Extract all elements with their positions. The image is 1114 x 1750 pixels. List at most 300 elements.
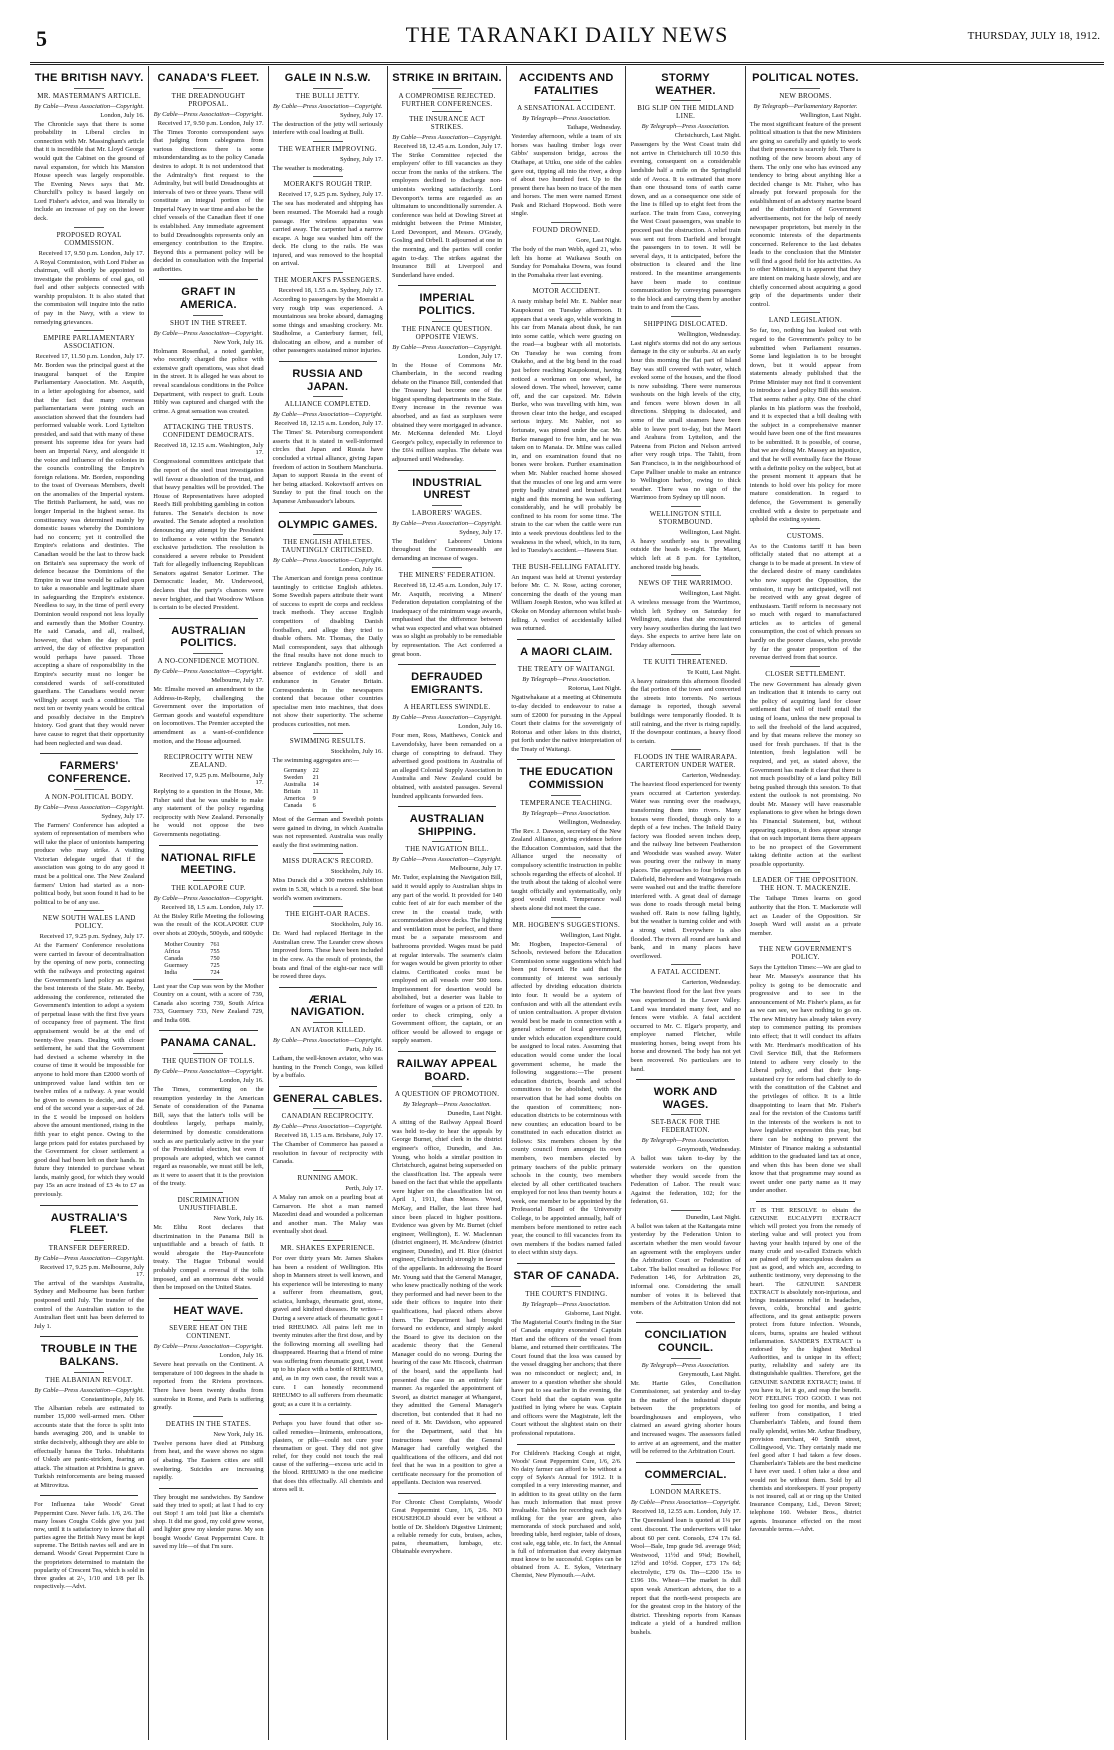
article-body: Mr. Elihu Root declares that discrimination in the Panama Bill is unjustifiable and a breach of faith. It would abrogate the Hay-Pauncefote treaty. The Hague Tribunal would probably compel a reversal if the tolls imposed, and an enormous debt would then be imposed on the United States. <box>153 1224 264 1292</box>
section-rule <box>279 512 377 513</box>
heading-underline <box>790 88 820 89</box>
article-body: Severe heat prevails on the Continent. A temperature of 100 degrees in the shade is reported from the Riviera provinces. There have been twenty deaths from sunstroke in Rome, and Paris is suffering greatly. <box>153 1361 264 1412</box>
heading-underline <box>313 396 343 397</box>
article-body: Four men, Ross, Matthews, Conick and Lavendofsky, have been remanded on a charge of conspiring to defraud. They advertised good positions in Australia of an alleged Colonial Supply Association in Australia and New Zealand could be obtained, with assisted passages. Several hundred applicants forwarded fees. <box>391 732 503 800</box>
article-subheading: AN AVIATOR KILLED. <box>290 1025 366 1034</box>
score-team: Mother Country <box>164 940 205 948</box>
article-body: For over thirty years Mr. James Shakes has been a resident of Wellington. His shop in Manners street is well known, and his experience will be interesting to many a sufferer from rheumatism, gout, sciatica, lumbago, rheumatic gout, stone, gravel and kindred diseases. He writes— During a severe attack of rheumatic gout I tried RHEUMO. All pains left me in twenty minutes after the first dose, and by the following morning all swelling had disappeared. Hearing that a friend of mine was suffering from rheumatic gout, I went up to his place with a bottle of RHEUMO, and, as in my own case, the result was a cure. I can honestly recommend RHEUMO to all sufferers from rheumatic gout; as a cure it is a certainty. <box>272 1254 383 1408</box>
article-body: At the Bisley Rifle Meeting the following was the result of the KOLAPORE CUP over shots at 200yds, 500yds, and 600yds: <box>153 912 264 938</box>
article-heading: INDUSTRIAL UNREST <box>412 476 482 502</box>
subsection-rule <box>313 176 343 177</box>
article-dateline: London, July 16. <box>458 723 503 731</box>
article-heading: AUSTRALIA'S FLEET. <box>50 1211 128 1237</box>
article-subheading: SHOT IN THE STREET. <box>170 318 247 327</box>
score-value: 22 <box>312 767 319 775</box>
column-1 <box>30 66 149 1740</box>
subsection-rule <box>671 1210 701 1211</box>
subsection-rule <box>313 1170 343 1171</box>
article-body: The Chronicle says that there is some probability in Liberal circles in connection with Mr. Massingham's article that it is incredible that Mr. Lloyd George would quit the Cabinet on the ground of naval expansion, for which his Mansion House speech was largely responsible. The Evening News says that Mr. Churchill's policy is based largely on Lord Fisher's advice, and was literally to include an increase of pay on the lower deck. <box>34 120 145 222</box>
score-row <box>161 955 222 962</box>
article-subheading: THE COURT'S FINDING. <box>525 1289 608 1298</box>
article-dateline: London, July 17. <box>458 352 503 360</box>
article-byline: By Cable—Press Association—Copyright. <box>34 803 144 811</box>
section-rule <box>398 806 496 807</box>
column-5 <box>507 66 626 1740</box>
heading-underline <box>74 1372 104 1373</box>
score-value: 21 <box>312 774 319 782</box>
article-subheading: A NON-POLITICAL BODY. <box>44 792 134 801</box>
heading-underline <box>193 1320 223 1321</box>
article-heading: A MAORI CLAIM. <box>520 645 613 658</box>
subsection-rule <box>74 330 104 331</box>
ad-rule <box>398 1493 496 1494</box>
ad-rule <box>517 1444 615 1445</box>
score-value: 11 <box>312 788 319 796</box>
subsection-rule <box>74 910 104 911</box>
subsection-rule <box>313 272 343 273</box>
score-team: Africa <box>164 947 181 955</box>
article-subheading: THE EIGHT-OAR RACES. <box>285 910 371 919</box>
newspaper-title: THE TARANAKI DAILY NEWS <box>405 22 729 47</box>
score-value: 9 <box>312 795 316 803</box>
article-byline: By Cable—Press Association—Copyright. <box>392 856 502 864</box>
article-dateline: Received 17, 9.50 p.m. London, July 17. <box>157 119 264 127</box>
article-body: Ngatiwhakaue at a meeting at Ohinemutu to-day decided to endeavour to raise a sum of £2000 for pursuing in the Appeal Court their claims for the sovereignty of Rotorua and other lakes in this district, put forth under the native interpretation of the Treaty of Waitangi. <box>511 694 622 753</box>
section-rule <box>40 753 138 754</box>
heading-underline <box>193 88 223 89</box>
column-7 <box>746 66 865 1740</box>
article-heading: COMMERCIAL. <box>644 1468 727 1481</box>
article-subheading: THE FINANCE QUESTION. OPPOSITE VIEWS. <box>401 324 493 341</box>
article-body: Mr. Hogben, Inspector-General of Schools, reviewed before the Education Commission some suggestions which had been put forward. He said that the community of interest was seriously affected by dividing education districts into four. It would be a system of confusion and with all the attendant evils of union centralisation. A proper division would best be made in connection with a general scheme of local government, under which education expenditure could be assigned to local rates. Assuming that education would come under the local government scheme, he made the following suggestions:—The present education districts, boards and school committees to be abolished, with the reservation that he had some doubts on the question of committees; non-education districts to be coterminous with new counties; an education board to be constituted in each education district as follows: Six members chosen by the county council from amongst its own members, two members elected by primary teachers of the public primary schools in the county, two members elected by all other certificated teachers employed for not less than twenty hours a week, one member to be appointed by the Professorial Board of the University College, to be appointed annually, half of members before mentioned to retire each year, the council to fill vacancies from its own members if the bodies named failed to elect within sixty days. <box>511 940 622 1257</box>
article-body: An inquest was held at Urenui yesterday before Mr. C. N. Rose, acting coroner, concerning the death of the young man William Joseph Reston, who was killed at Okoke on Monday afternoon whilst bush-felling. A verdict of accidentally killed was returned. <box>511 573 622 633</box>
section-rule <box>40 1205 138 1206</box>
heading-underline <box>432 505 462 506</box>
article-body: A ballot was taken at the Kaitangata mine yesterday by the Federation Union to ascertain whether the men would favour an agreement with the employers under the Arbitration Court or Federation of Labor. The ballot resulted as follows: For Federation 146, for Arbitration 26, informal one. Considering the small number of votes it is believed that members of the Arbitration Union did not vote. <box>630 1222 741 1316</box>
score-team: America <box>283 795 305 803</box>
article-body: The Rev. J. Dawson, secretary of the New Zealand Alliance, giving evidence before the Education Commission, said that the Alliance urged the necessity of compulsory scientific instruction in public schools regarding the effects of alcohol. If the truth about the taking of alcohol were taught officially and systematically, only good would result. Temperance wall sheets alone did not meet the case. <box>511 827 622 912</box>
article-byline: By Telegraph—Press Association. <box>403 1101 492 1109</box>
article-dateline: Stockholm, July 16. <box>330 868 383 876</box>
article-dateline: Received 18, 12.15 a.m. Washington, July 17. <box>154 442 264 457</box>
heading-underline <box>313 88 343 89</box>
advertisement: Perhaps you have found that other so-called remedies—liniments, embrocations, plasters, or pills—could not cure your rheumatism or gout. They did not give relief, for they could not touch the real cause of the suffering—excess uric acid in the blood. RHEUMO is the one medicine that does this effectually. All chemists and stores sell it. <box>272 1420 383 1493</box>
score-team: Canada <box>283 802 303 810</box>
article-subheading: WELLINGTON STILL STORMBOUND. <box>649 509 722 526</box>
subsection-rule <box>671 506 701 507</box>
article-body: Passengers by the West Coast train did not arrive in Christchurch till 10.50 this evening, consequent on a considerable landslide half a mile on the Springfield side of Avoca. It is estimated that more than one thousand tons of earth came down, and as a consequence one side of the line is filled up to eight feet from the surface. The train from Cass, conveying the West Coast passengers, was unable to proceed past the obstruction. A relief train was sent out from Darfield and brought the passengers in to town. It will be several days, it is anticipated, before the obstruction is cleared and the line restored. In the meantime arrangements have been made to continue communication by conveying passengers to the block and carrying them by another train to and from the Cass. <box>630 141 741 312</box>
subsection-rule <box>671 749 701 750</box>
article-dateline: Received 17, 9.50 p.m. London, July 17. <box>38 249 145 257</box>
article-dateline: Received 18, 1.5 a.m. London, July 17. <box>161 903 264 911</box>
score-value: 750 <box>210 954 220 962</box>
article-subheading: A FATAL ACCIDENT. <box>650 968 721 977</box>
article-subheading: THE INSURANCE ACT STRIKES. <box>409 114 485 131</box>
article-body: Holmann Rosenthal, a noted gambler, who recently charged the police with extensive graft operations, was shot dead in the street. It is alleged he was about to reveal scandalous conditions in the Police Department, with respect to graft. Louis Hibly was captured and charged with the crime. A great sensation was created. <box>153 347 264 415</box>
article-dateline: Gisborne, Last Night. <box>565 1309 622 1317</box>
article-body: Congressional committees anticipate that the report of the steel trust investigation will favour a dissolution of the trust, and that heavy penalties will be provided. The House of Representatives have adopted Reed's Bill prohibiting gambling in cotton futures. The Senate's decision is now awaited. The Senate adopted a resolution denouncing any attempt by the President to influence a vote within the Senate's exclusive jurisdiction. The resolution is considered a severe rebuke to President Taft for allegedly influencing Republican Senators against Senator Lorimer. The Democratic leader, Mr. Underwood, declares that the party's chances were never brighter, and that Woodrow Wilson is certain to be elected President. <box>153 458 264 612</box>
article-dateline: Received 17, 9.25 p.m. Sydney, July 17. <box>278 191 383 199</box>
heading-underline <box>313 1108 343 1109</box>
article-body: The American and foreign press continue tauntingly to criticise English athletes. Some Swedish papers attribute their want of success to esprit de corps and reckless track methods. They accuse English competitors of disabling Danish footballers, and allege they tried to disable others. Mr. Thomas, the Daily Mail correspondent, says that although the final results have not done much to retrieve England's position, there is an absence of evidence of skill and endurance in Greater Britain. Correspondents in the newspapers contend that because other countries specialise men into machines, that does not show their superiority. The scheme produces curiosities, not men. <box>272 575 383 728</box>
subsection-rule <box>790 528 820 529</box>
article-body: Replying to a question in the House, Mr. Fisher said that he was unable to make any statement of the policy regarding reciprocity with New Zealand. Personally he would not oppose the two Governments negotiating. <box>153 788 264 838</box>
article-subheading: THE MINERS' FEDERATION. <box>398 570 496 579</box>
article-body: A nasty mishap befel Mr. E. Nabler near Kaupokonui on Tuesday afternoon. It appears that a week ago, while working in his car from Manaia about dusk, he ran into some cattle, which were grazing on the road—a bugbear with all motorists. On Tuesday he was coming from Otakeho, and at the big bend in the road just before reaching Kaupokonui, having noticed a workman on one wheel, he slowed down. The wheel, however, came off, and the car capsized. Mr. Edwin Burke, who was travelling with him, was thrown clear into the hedge, and escaped serious injury. Mr. Nabler, not so fortunate, was pinned under the car. Mr. Burke managed to free him, and he was taken on to Manaia. Dr. Milne was called in, and on examination found that no bones were broken. Further examination when Mr. Nabler reached home showed that the muscles of one leg and arm were pretty badly strained and bruised. Last night and this morning he was suffering considerably, and he will probably be confined to his room for some time. The strain to the car when the cattle were run into a week previous doubtless led to the weakness in the wheel, which, in its turn, led to Tuesday's accident.—Hawera Star. <box>511 298 622 555</box>
article-heading: GALE IN N.S.W. <box>284 72 371 84</box>
heading-underline <box>551 795 581 796</box>
article-heading: TROUBLE IN THE BALKANS. <box>40 1343 138 1369</box>
advertisement: For Chronic Chest Complaints, Woods' Great Peppermint Cure, 1/6, 2/6. NO HOUSEHOLD should ever be without a bottle of Dr. Sheldon's Digestive Liniment; a reliable remedy for cuts, bruises, aches, pains, rheumatism, lumbago, etc. Obtainable everywhere. <box>391 1499 503 1556</box>
article-subheading: RECIPROCITY WITH NEW ZEALAND. <box>163 753 254 770</box>
article-subheading: MR. SHAKES EXPERIENCE. <box>280 1243 375 1252</box>
article-subheading: THE NEW GOVERNMENT'S POLICY. <box>758 945 852 962</box>
article-dateline: Received 17, 9.25 p.m. Sydney, July 17. <box>39 933 145 941</box>
article-dateline: Received 17, 11.50 p.m. London, July 17. <box>35 353 145 361</box>
subsection-rule <box>551 222 581 223</box>
article-dateline: Wellington, Last Night. <box>679 528 741 536</box>
score-row <box>161 941 222 948</box>
article-subheading: DISCRIMINATION UNJUSTIFIABLE. <box>177 1196 240 1213</box>
subsection-rule <box>313 906 343 907</box>
article-heading: GENERAL CABLES. <box>273 1092 383 1105</box>
article-body: A heavy southerly sea is prevailing outside the heads to-night. The Maori, which left at 8 p.m. for Lyttelton, anchored inside big heads. <box>630 537 741 571</box>
article-byline: By Cable—Press Association—Copyright. <box>272 102 383 110</box>
article-body: A wireless message from the Warrimoo, which left Sydney on Saturday for Wellington, states that she encountered very heavy southerlies during the last two days. She expects to arrive here late on Friday afternoon. <box>630 599 741 650</box>
article-byline: By Cable—Press Association—Copyright. <box>34 1386 144 1394</box>
heading-underline <box>671 100 701 101</box>
heading-underline <box>551 661 581 662</box>
article-byline: By Telegraph—Press Association. <box>641 123 730 131</box>
article-body: The Strike Committee rejected the employers' offer to fill vacancies as they occur from the ranks of the strikers. The employers declined to discharge non-unionists working satisfactorily. Lord Devonport's terms are regarded as an ultimatum to unconditionally surrender. A conference was held at Dowling Street at midnight between the Prime Minister, Lord Devonport, and Messrs. O'Grady, Gosling and Orbell. It adjourned at one in the morning, and the parties will confer again to-day. The strikes against the Insurance Bill at Liverpool and Sunderland have ended. <box>391 151 503 279</box>
article-body: Mr. Borden was the principal guest at the inaugural banquet of the Empire Parliamentary Association. Mr. Asquith, in a letter apologising for absence, said that the fact that many overseas parliamentarians were joining such an association showed that the founders had performed valuable work. Lord Lyttelton presided, and said that with many of these present his supreme idea for years had been an Imperial Navy, and alongside it the voice and influence of the colonies in the councils controlling the Empire's foreign relations. Mr. Borden, responding to the toast of Overseas Members, dwelt on the anomalies of the Imperial system. The British Parliament, he said, was no longer Imperial in the highest sense. Its constituency was determined mainly by domestic issues whereby the Dominions had no concern; yet it controlled the Empire's relations and destinies. The Canadian would be the last to throw back on Britain's sea supremacy the work of defence because the Dominions of the Empire in war time would be called upon to take a reasonable and legitimate share in safeguarding the Empire's existence. Needless to say, in the time of peril every Dominion would respond not less loyally and earnestly than the Mother Country. He said Canada, and all, realised, however, that when the day of peril arrived, the day of effective preparation would perhaps have passed. Those accepting a share of responsibility in the Empire's security must no longer be considered wards of self-constituted guardians. The Canadians would never willingly accept such a condition. The next ten or twenty years would be critical and possibly decisive in the Empire's history. God grant that they would never have cause to regret that their opportunity had been neglected and was dead. <box>34 362 145 747</box>
article-byline: By Telegraph—Press Association. <box>522 676 611 684</box>
subsection-rule <box>790 312 820 313</box>
article-byline: By Telegraph—Press Association. <box>522 809 611 817</box>
score-row <box>161 969 222 976</box>
section-rule <box>279 1086 377 1087</box>
article-dateline: Sydney, July 17. <box>459 528 503 536</box>
score-team: Germany <box>283 767 307 775</box>
article-subheading: MOTOR ACCIDENT. <box>532 287 601 296</box>
score-team: Sweden <box>283 774 304 782</box>
article-subheading: A COMPROMISE REJECTED. FURTHER CONFERENCES. <box>398 91 496 108</box>
article-subheading: MR. HOGBEN'S SUGGESTIONS. <box>512 920 621 929</box>
article-heading: WORK AND WAGES. <box>653 1086 718 1111</box>
article-byline: By Cable—Press Association—Copyright. <box>153 1068 264 1076</box>
article-subheading: TE KUITI THREATENED. <box>643 657 728 666</box>
score-row <box>281 774 322 781</box>
article-heading: AUSTRALIAN POLITICS. <box>171 624 246 650</box>
article-dateline: London, July 16. <box>338 566 383 574</box>
subsection-rule <box>313 853 343 854</box>
article-byline: By Cable—Press Association—Copyright. <box>392 133 502 141</box>
article-dateline: Dunedin, Last Night. <box>685 1213 741 1221</box>
section-rule <box>517 759 615 760</box>
article-subheading: SET-BACK FOR THE FEDERATION. <box>651 1118 721 1135</box>
article-subheading: THE BULLI JETTY. <box>295 91 360 100</box>
subsection-rule <box>313 1240 343 1241</box>
article-heading: THE BRITISH NAVY. <box>34 72 144 84</box>
heading-underline <box>551 1286 581 1287</box>
article-body: The Times, commenting on the resumption yesterday in the American Senate of consideration of the Panama Bill, says that the latter's tolls will be doubtless largely, perhaps mainly, determined by domestic considerations such as are particularly active in the year of the Presidential election, but even if proposals are adopted, which we cannot regard as reasonable, we must still be left, as it were to assert that it is the provision of the treaty. <box>153 1086 264 1188</box>
score-team: Australia <box>283 781 307 789</box>
article-subheading: MR. MASTERMAN'S ARTICLE. <box>37 91 142 100</box>
article-heading: STRIKE IN BRITAIN. <box>392 72 502 84</box>
article-subheading: A SENSATIONAL ACCIDENT. <box>517 104 616 113</box>
article-dateline: Received 17, 9.25 p.m. Melbourne, July 17. <box>39 1263 145 1278</box>
article-body: Mr. Tudor, explaining the Navigation Bill, said it would apply to Australian ships in any part of the world. It provided for 140 cubic feet of air for each member of the crew in the coastal trade, with accommodation above decks. The lighting and ventilation must be perfect, and there must be a separate messroom and bathrooms provided. Wages must be paid at regular intervals. The seamen's claim for wages would be given priority to other claims. Certificated cooks must be employed on all vessels over 500 tons. Imprisonment for desertion would be abolished, but a deserter was liable to forfeiture of wages or a prison of £20. In order to check crimping, only a Government officer, the captain, or an officer would be allowed to engage or supply seamen. <box>391 874 503 1045</box>
kolapore-score-table <box>161 941 222 976</box>
article-body: The Queensland loan is quoted at 1¼ per cent. discount. The underwriters will take about 60 per cent. Consols, £74 17s 6d. Wool—Bale, Imp grade 9d. average 9¼d; Westwood, 11½d and 9⅝d; Bowhell, 12½d and 10½d. Copper, £73 17s 6d; electrolytic, £79 0s. Tin—£200 15s to £196 10s. Wheat—The market is dull upon weak American advices, due to a report that the north-west prospects are for the greatest crop in the history of the district. Threshing reports from Kansas indicate a yield of a hundred million bushels. <box>630 1517 741 1636</box>
article-subheading: CANADIAN RECIPROCITY. <box>281 1112 374 1121</box>
heading-underline <box>671 1358 701 1359</box>
article-body: The heaviest flood for the last five years was experienced in the Lower Valley. Land was inundated many feet, and no fences were visible. A fatal accident occurred to Mr. C. Elgar's property, and employee named Fletcher, while mustering horses, being swept from his horse and drowned. The body has not yet been recovered. No particulars are to hand. <box>630 988 741 1073</box>
article-dateline: Carterton, Wednesday. <box>682 772 741 780</box>
score-team: India <box>164 968 178 976</box>
article-heading: STORMY WEATHER. <box>655 72 716 97</box>
section-rule <box>159 1030 257 1031</box>
article-body: Says the Lyttelton Times:—We are glad to hear Mr. Massey's assurance that his policy is going to be democratic and progressive and to see in the announcement of Mr. Fisher's plans, as far as we can see, we have nothing to go on. The new Ministry has already taken every step to commence putting its promises into effect; that it will conduct its affairs with Mr. Herdman's modification of his Civil Service Bill, that the Reformers intend to adhere very closely to the Liberal policy, and that their long-sustained cry for reform had chiefly to do with the constitution of the Cabinet and the privileges of office. It is a little disappointing to learn that Mr. Fisher's zeal for the revision of the Customs tariff in the interests of the workers is not to have legislative expression this year, but there can be nothing to prevent the Minister of Finance making a substantial addition to the graduated land tax at once, and when this has been done we shall know that that programme may sound as sweet under one party name as it may under another. <box>749 964 862 1195</box>
article-dateline: New York, July 16. <box>213 1215 264 1223</box>
score-team: Canada <box>164 954 183 962</box>
article-byline: By Cable—Press Association—Copyright. <box>153 329 264 337</box>
article-body: At the Farmers' Conference resolutions were carried in favour of decentralisation by the opening of new ports, connecting with the railways and protecting against the Government's land policy as against the best interests of the State. Mr. Beeby, addressing the conference, reiterated the Government's intention to adopt a system of perpetual lease with the first five years of occupancy free of payment. The first appraisement would be at the end of twenty-five years. Dealing with closer settlement, he said that the Government had devised a scheme whereby in the course of time it would be impossible for anyone to hold more than £2000 worth of unimproved value land within ten or twelve miles of a railway. A year would be given to owners to decide, and at the end of the second year a super-tax of 2d. in the £ would be imposed on holders above the amount mentioned, rising in the fifth year to eight pence. Owing to the large prices paid for estates purchased by the Government for closer settlement a good deal had been left on their hands. In future they intended to purchase wheat lands, mainly good, for which they would pay 15s an acre instead of £3 4s to £7 as previously. <box>34 942 145 1199</box>
article-body: A sitting of the Railway Appeal Board was held to-day to hear the appeals by George Burnet, chief clerk in the district engineer's office, Dunedin, and Jas. Young, who holds a similar position in Christchurch, against being superseded on the classification list. The appeals were based on the fact that while the appellants were higher on the classification list on April 1, 1911, than Messrs. Wood, McKay, and Haller, the last three had since been placed in higher positions. Evidence was given by Mr. Burnet (chief engineer, Wellington), E. W. Maclennan (district engineer), H. McAndrew (district engineer, Dunedin), and H. Rice (district engineer, Christchurch) strongly in favour of the appellants. In addressing the Board Mr. Young said that the General Manager, who knew practically nothing of the work they performed and had never been to the side their offices to inquire into their qualifications, had placed others above them. The Department had brought forward no evidence, and simply asked the Board to give its decision on the academic theory that the General Manager could do no wrong. During the hearing of the case Mr. Hiscock, chairman of the board, said the appellants had presented the case in an entirely fair manner. As regarded the appointment of Sword, as district manager at Whangarei, they admitted the General Manager's discretion, but contended that it had no need of it. Mr. Davidson, who appeared for the Department, said that his instructions were that the General Manager had carefully weighed the qualifications of the officers, and did not feel that he was in a position to give a certificate necessary for the promotion of appellants. Decision was reserved. <box>391 1119 503 1487</box>
article-subheading: LEADER OF THE OPPOSITION. THE HON. T. MACKENZIE. <box>752 876 859 893</box>
article-body: A heavy rainstorm this afternoon flooded the flat portion of the town and converted the streets into torrents. No serious damage is reported, though several buildings were temporarily flooded. It is still raining, and the river is rising rapidly. If the downpour continues, a heavy flood is certain. <box>630 677 741 745</box>
ad-rule <box>159 1488 257 1489</box>
article-dateline: Constantinople, July 16. <box>81 1395 145 1403</box>
heading-underline <box>74 88 104 89</box>
section-rule <box>398 1051 496 1052</box>
article-body: Mr. Elmslie moved an amendment to the Address-in-Reply, challenging the Government over the importation of German goods and wasteful expenditure on locomotives. The Premier accepted the amendment as a want-of-confidence motion, and the House adjourned. <box>153 686 264 745</box>
heading-underline <box>432 699 462 700</box>
article-body: So far, too, nothing has leaked out with regard to the Government's policy to be submitted when Parliament resumes. Some land legislation is to be brought down, but it would appear from statements already published that the Prime Minister may not find it convenient to introduce a land policy Bill this session. That seems rather a pity. One of the chief planks in his platform was the freehold, and it is expected that a bill dealing with the subject in a comprehensive manner would have been one of the first measures to be submitted. It is possible, of course, that we are doing Mr. Massey an injustice, and that he will eventually face the House with a definite policy on the subject, but at the present moment it appears that he intends to hold over his policy for more mature consideration. In regard to defence, the Government is generally credited with a desire to perpetuate and uphold the existing system. <box>749 327 862 524</box>
article-dateline: Received 18, 12.15 a.m. London, July 17. <box>274 420 383 428</box>
article-dateline: Wellington, Wednesday. <box>677 330 741 338</box>
article-body: The Farmers' Conference has adopted a system of representation of members who will take the place of unionists hampering produce who may strike. A visiting Victorian delegate urged that if the association was going to do any good it must be a political one. The New Zealand farmers' Union had started as a non-political body, but soon found it had to be political to be of any use. <box>34 821 145 906</box>
ad-rule <box>279 1414 377 1415</box>
subsection-rule <box>193 1192 223 1193</box>
article-dateline: Received 17, 9.25 p.m. Melbourne, July 17. <box>159 772 264 787</box>
article-subheading: THE QUESTION OF TOLLS. <box>162 1057 255 1066</box>
article-body: The swimming aggregates are:— <box>272 756 360 764</box>
score-value: 14 <box>312 781 319 789</box>
article-dateline: Greymouth, Wednesday. <box>677 1146 741 1154</box>
subsection-rule <box>671 964 701 965</box>
article-dateline: Received 18, 1.15 a.m. Brisbane, July 17. <box>274 1132 383 1140</box>
score-row <box>161 948 222 955</box>
subsection-rule <box>671 575 701 576</box>
article-byline: By Cable—Press Association—Copyright. <box>272 1036 383 1044</box>
article-body: Mr. Hartie Giles, Conciliation Commissioner, sat yesterday and to-day in the matter of the industrial dispute between the proprietors of boardinghouses and employees, who claimed an award giving shorter hours and increased wages. The assessors failed to arrive at an agreement, and the matter will be referred to the Arbitration Court. <box>630 1379 741 1456</box>
column-6 <box>626 66 745 1740</box>
article-body: The Times Toronto correspondent says that judging from cablegrams from various directions there is some misunderstanding as to the policy Canada desires to adopt. It is not understood that the Admiralty's first request to the Admiralty, but will build Dreadnoughts at intervals of two or three years. These will constitute an integral portion of the Imperial Navy in war time and also be the chief vessels of the Canadian fleet if one is established. Any immediate agreement to build Dreadnoughts represents only an emergency contribution to the Empire. Beyond this a permanent policy will be decided in consultation with the Imperial authorities. <box>153 128 264 273</box>
heading-underline <box>193 315 223 316</box>
article-byline: By Cable—Press Association—Copyright. <box>153 110 264 118</box>
article-subheading: MISS DURACK'S RECORD. <box>282 857 374 866</box>
article-byline: By Telegraph—Press Association. <box>522 1300 611 1308</box>
article-dateline: Sydney, July 17. <box>101 812 145 820</box>
columns-container <box>30 66 1104 1740</box>
article-subheading: BIG SLIP ON THE MIDLAND LINE. <box>637 104 734 121</box>
article-subheading: THE KOLAPORE CUP. <box>171 883 246 892</box>
article-body: In the House of Commons Mr. Chamberlain, in the second reading debate on the Finance Bill, contended that the Treasury had become one of the biggest spending departments in the State. Every increase in the revenue was absorbed, and as fast as surpluses were obtained they were mortgaged in advance. Mr. McKenna defended Mr. Lloyd George's policy, especially in reference to the £6¼ million surplus. The debate was adjourned until Wednesday. <box>391 361 503 463</box>
article-heading: ACCIDENTS AND FATALITIES <box>519 72 614 97</box>
issue-date: THURSDAY, JULY 18, 1912. <box>967 30 1100 42</box>
column-2 <box>149 66 268 1740</box>
article-dateline: London, July 16. <box>219 1077 264 1085</box>
article-body: Miss Durack did a 300 metres exhibition swim in 5.38, which is a record. She beat world's women swimmers. <box>272 877 383 902</box>
article-heading: CANADA'S FLEET. <box>157 72 260 84</box>
article-subheading: NEWS OF THE WARRIMOO. <box>638 579 733 588</box>
article-subheading: TEMPERANCE TEACHING. <box>520 798 613 807</box>
article-heading: NATIONAL RIFLE MEETING. <box>161 851 256 877</box>
article-body: Last night's storms did not do any serious damage in the city or suburbs. At an early hour this morning the flat part of Island Bay was still covered with water, which evoked some of the houses, and the flood is now subsiding. There were numerous washouts on the high levels of the city, and fences were blown down in all directions. Shipping is dislocated, and some of the small steamers have been able to leave port to-day, but the Maori and Arahura from Lyttelton, and the Pateena from Picton and Nelson arrived after very rough trips. The Tahiti, from San Francisco, is in the neighbourhood of Cape Palliser unable to make an entrance to Wellington harbor, owing to thick weather. There was no sign of the Warrimoo from Sydney up till noon. <box>630 339 741 502</box>
article-body: Last year the Cup was won by the Mother Country on a count, with a score of 739, Canada also scoring 739, South Africa 733, Guernsey 733, New Zealand 729, and India 698. <box>153 982 264 1024</box>
article-heading: ÆRIAL NAVIGATION. <box>290 993 365 1019</box>
score-row <box>281 802 322 809</box>
heading-underline <box>671 1484 701 1485</box>
section-rule <box>159 618 257 619</box>
subsection-rule <box>74 227 104 228</box>
article-subheading: FOUND DROWNED. <box>532 226 601 235</box>
article-body: The weather is moderating. <box>272 164 344 172</box>
article-dateline: New York, July 16. <box>213 1430 264 1438</box>
subsection-rule <box>790 666 820 667</box>
article-body: The Albanian rebels are estimated to number 15,000 well-armed men. Other accounts state that the force is split into bands averaging 200, and is unable to strike decisively, although they are able to effectually harass the Turks. Inhabitants of Uskub are panic-stricken, fearing an attack. The situation at Prishtina is grave. Turkish reinforcements are being massed at Mitrovitza. <box>34 1404 145 1489</box>
article-byline: By Cable—Press Association—Copyright. <box>272 557 383 565</box>
score-row <box>281 795 322 802</box>
article-subheading: CUSTOMS. <box>786 531 824 540</box>
article-dateline: London, July 16. <box>100 111 145 119</box>
article-dateline: Received 18, 12.45 a.m. London, July 17. <box>393 142 503 150</box>
score-team: Britain <box>283 788 301 796</box>
heading-underline <box>671 1114 701 1115</box>
subsection-rule <box>193 749 223 750</box>
article-body: A Malay ran amok on a pearling boat at Carnarvon. He shot a man named Mazedini dead and wounded a policeman and another man. The Malay was eventually shot dead. <box>272 1194 383 1236</box>
heading-underline <box>193 653 223 654</box>
subsection-rule <box>432 111 462 112</box>
subsection-rule <box>671 316 701 317</box>
article-heading: IMPERIAL POLITICS. <box>418 292 476 317</box>
article-subheading: SHIPPING DISLOCATED. <box>643 319 728 328</box>
article-body: The Builders' Laborers' Unions throughout the Commonwealth are demanding an increase of wages. <box>391 537 503 562</box>
article-dateline: Received 18, 12.45 a.m. London, July 17. <box>393 581 503 589</box>
subsection-rule <box>790 941 820 942</box>
subsection-rule <box>551 559 581 560</box>
subsection-rule <box>790 872 820 873</box>
advertisement: IT IS THE RESOLVE to obtain the GENUINE EUCALYPTI EXTRACT which will protect you from the remedy of sterling value and will protect you from having your health injured by one of the many crude and so-called Extracts which are palmed off by unscrupulous dealers as just as good, and which are, according to authentic testimony, very depressing to the heart. The GENUINE SANDER EXTRACT is absolutely non-injurious, and brings instantaneous relief in headaches, fevers, colds, bronchial and gastric affections, and its great antiseptic powers protect from future infection. Wounds, ulcers, burns, sprains are healed without inflammation. SANDER'S EXTRACT is endorsed by the highest Medical Authorities, and is unique in its effect; purity, reliability and safety are its distinguishable qualities. Therefore, get the GENUINE SANDER EXTRACT; insist. If you have to, let it go, and reap the benefit. NOT FEELING TOO GOOD. I was not feeling too good for months, and being a sufferer from constipation, I tried Chamberlain's Tablets, and found them really splendid, writes Mr. Arthur Bradbury, provision merchant, 40 Smith street, Collingwood, Vic. They certainly made me feel good after I had taken a few doses. Chamberlain's Tablets are the best medicine I have ever used. I often take a dose and would not be without them. Sold by all chemists and storekeepers. If your property is not insured, call at or ring up the United Insurance Company, Ltd., Devon Street; telephone 160. Webster Bros., district agents. Insurance effected on the most favourable terms.—Advt. <box>749 1206 862 1533</box>
section-rule <box>636 1322 734 1323</box>
article-dateline: Greymouth, Last Night. <box>678 1370 741 1378</box>
article-byline: By Cable—Press Association—Copyright. <box>392 714 502 722</box>
article-body: The Magisterial Court's finding in the Star of Canada enquiry exonerated Captain Hart and the officers of the vessel from blame, and returned their certificates. The Court found that the loss was caused by the vessel dragging her anchors; that there was no misconduct or neglect; and, in answer to a question whether she should have put to sea earlier in the evening, the Court held that the captain was quite justified in lying where he was. Captain and officers were the Magistrate, left the Court without the slightest stain on their professional reputations. <box>511 1318 622 1438</box>
article-subheading: MOERAKI'S ROUGH TRIP. <box>283 180 372 189</box>
score-team: Guernsey <box>164 961 189 969</box>
article-subheading: DEATHS IN THE STATES. <box>165 1419 252 1428</box>
score-value: 761 <box>210 940 220 948</box>
article-subheading: TRANSFER DEFERRED. <box>48 1243 130 1252</box>
heading-underline <box>432 841 462 842</box>
subsection-rule <box>551 917 581 918</box>
ad-rule <box>40 1495 138 1496</box>
article-heading: OLYMPIC GAMES. <box>277 518 378 531</box>
article-body: The most significant feature of the present political situation is that the new Ministers are going so carefully and quietly to work that their presence is scarcely felt. There is nothing of the new broom about any of them. The only one who has evinced any tendency to bring about anything like a decided change is Mr. Fisher, who has already put forward proposals for the establishment of an advisory marine board and the distribution of Government advertisements, not for the help of needy newspaper proprietors, but merely in the economic interests of the departments concerned. Reference to the last debates leads to the conclusion that the Minister will find a good field for his activities. As to other Ministers, it is apparent that they are intent on making haste slowly, and are chiefly concerned about acquiring a good grip of the departments under their control. <box>749 120 862 308</box>
article-byline: By Cable—Press Association—Copyright. <box>272 411 383 419</box>
article-subheading: THE ALBANIAN REVOLT. <box>45 1375 133 1384</box>
article-subheading: ATTACKING THE TRUSTS. CONFIDENT DEMOCRATS. <box>162 423 255 440</box>
article-subheading: RUNNING AMOK. <box>297 1174 359 1183</box>
article-byline: By Cable—Press Association—Copyright. <box>34 102 144 110</box>
article-body: As to the Customs tariff it has been officially stated that no attempt at a change is to be made at present. In view of the declared desire of many candidates who now support the Opposition, the omission, it may be anticipated, will not be received with any great degree of enthusiasm. Tariff reform is necessary not so much with regard to manufactured articles as to articles of general consumption, the cost of which presses so hardly on the poorer classes, who provide by far the greater proportion of the revenue derived from that source. <box>749 542 862 662</box>
article-subheading: THE BUSH-FELLING FATALITY. <box>512 562 621 571</box>
article-subheading: CLOSER SETTLEMENT. <box>765 669 846 678</box>
subsection-rule <box>432 567 462 568</box>
heading-underline <box>193 1053 223 1054</box>
subsection-rule <box>671 654 701 655</box>
article-subheading: LAND LEGISLATION. <box>768 316 842 325</box>
article-body: A Royal Commission, with Lord Fisher as chairman, will shortly be appointed to investigate the problems of coal gas, oil fuel and other subjects connected with warship propulsion. It is also stated that the commission will inquire into the ratio of pay in the Navy, with a view to remedying grievances. <box>34 258 145 326</box>
heading-underline <box>193 880 223 881</box>
article-dateline: London, July 16. <box>219 1352 264 1360</box>
article-subheading: ALLIANCE COMPLETED. <box>284 400 371 409</box>
article-body: The sea has moderated and shipping has been resumed. The Moeraki had a rough passage. Her wireless apparatus was carried away. The carpenter had a narrow escape. A huge sea washed him off the deck. He clung to the rails. He was injured, and was removed to the hospital on arrival. <box>272 200 383 268</box>
section-rule <box>279 361 377 362</box>
advertisement: For Children's Hacking Cough at night, Woods' Great Peppermint Cure, 1/6, 2/6. No dairy farmer can afford to be without a copy of Sykes's Annual for 1912. It is compiled in a very interesting manner, and in addition to its great utility on the farm has much information that must prove invaluable. Tables for recording each day's milking for the year are given, also memoranda of stock purchased and sold, breeding table, herd register, table of doses, cost sale, egg table, etc. In fact, the Annual is full of information that every dairyman must know to be successful. Copies can be obtained from A. E. Sykes, Veterinary Chemist, New Plymouth.—Advt. <box>511 1449 622 1580</box>
article-dateline: Received 18, 1.55 a.m. Sydney, July 17. <box>278 287 383 294</box>
article-dateline: Stockholm, July 16. <box>330 921 383 929</box>
section-rule <box>279 987 377 988</box>
article-subheading: THE NAVIGATION BILL. <box>405 845 489 854</box>
article-heading: HEAT WAVE. <box>173 1304 244 1317</box>
heading-underline <box>432 88 462 89</box>
article-byline: By Cable—Press Association—Copyright. <box>153 1343 264 1351</box>
article-heading: STAR OF CANADA. <box>513 1269 620 1282</box>
article-byline: By Cable—Press Association—Copyright. <box>153 894 264 902</box>
subsection-rule <box>313 141 343 142</box>
section-rule <box>159 845 257 846</box>
article-body: Most of the German and Swedish points were gained in diving, in which Australia was not represented. Australia was really easily the first swimming nation. <box>272 816 383 849</box>
article-heading: DEFRAUDED EMIGRANTS. <box>411 671 484 696</box>
advertisement: They brought me sandwiches. By Sandow said they tried to spoil; at last I had to cry out Stop! I am told just like a chemist's shop. It did me good, my cold grew worse, and lighter grew my slender purse. My son bought Woods' Great Peppermint Cure. It saved my life—of that I'm sure. <box>153 1493 264 1550</box>
article-subheading: EMPIRE PARLIAMENTARY ASSOCIATION. <box>43 334 136 351</box>
article-byline: By Cable—Press Association—Copyright. <box>392 519 502 527</box>
section-rule <box>517 1263 615 1264</box>
article-subheading: SWIMMING RESULTS. <box>289 736 366 745</box>
heading-underline <box>74 1240 104 1241</box>
article-byline: By Telegraph—Press Association. <box>522 115 611 123</box>
score-value: 6 <box>312 802 316 810</box>
article-dateline: Wellington, Last Night. <box>679 590 741 598</box>
article-body: Twelve persons have died at Pittsburg from heat, and the wave shows no signs of abating. The Eastern cities are still sweltering. Suicides are increasing rapidly. <box>153 1439 264 1482</box>
article-subheading: THE MOERAKI'S PASSENGERS. <box>273 276 382 284</box>
article-subheading: PROPOSED ROYAL COMMISSION. <box>56 230 122 247</box>
article-dateline: Rotorua, Last Night. <box>568 685 622 693</box>
article-subheading: THE WEATHER IMPROVING. <box>278 144 377 153</box>
score-row <box>281 767 322 774</box>
subsection-rule <box>313 812 343 813</box>
article-body: According to passengers by the Moeraki a very rough trip was experienced. A mountainous sea broke aboard, damaging some things and smashing crockery. Mr. Studholme, a Canterbury farmer, fell, dislocating an elbow, and a number of other passengers sustained minor injuries. <box>272 296 383 355</box>
score-value: 724 <box>210 968 220 976</box>
swimming-score-table <box>281 767 322 809</box>
article-dateline: Perth, July 17. <box>345 1185 383 1193</box>
article-dateline: Te Kuiti, Last Night. <box>686 668 741 676</box>
article-subheading: THE ENGLISH ATHLETES. TAUNTINGLY CRITICISED. <box>281 538 375 555</box>
section-rule <box>159 1298 257 1299</box>
article-heading: RUSSIA AND JAPAN. <box>292 368 364 393</box>
